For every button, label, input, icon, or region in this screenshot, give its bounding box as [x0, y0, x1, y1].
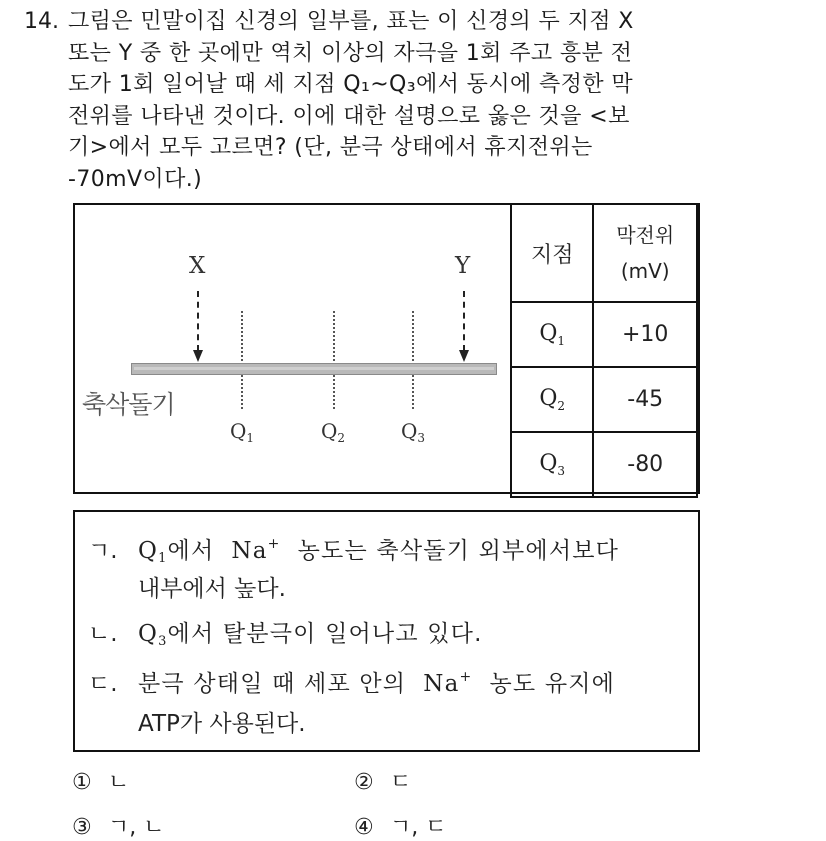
question-line: 도가 1회 일어날 때 세 지점 Q₁~Q₃에서 동시에 측정한 막: [68, 72, 634, 97]
axon-diagram: [75, 205, 511, 492]
probe-line-q1: [241, 311, 243, 409]
question-text: [68, 6, 768, 195]
question-line: 기>에서 모두 고르면? (단, 분극 상태에서 휴지전위는: [68, 135, 593, 160]
option-1[interactable]: ① ㄴ: [72, 770, 130, 795]
statement-a-line2: 내부에서 높다.: [138, 576, 286, 602]
stimulus-label-y: Y: [455, 253, 471, 279]
membrane-potential-table: [510, 203, 698, 498]
header-point: 지점: [511, 204, 593, 302]
stimulus-label-x: X: [189, 253, 206, 279]
option-3[interactable]: ③ ㄱ, ㄴ: [72, 815, 165, 840]
statements-box: [73, 510, 700, 752]
table-row: [511, 302, 697, 367]
probe-label-q3: $Q_3$: [401, 419, 426, 445]
probe-line-q2: [333, 311, 335, 409]
cell-point: $Q_2$: [511, 367, 593, 432]
question-line: -70mV이다.): [68, 166, 203, 192]
probe-line-q3: [412, 311, 414, 409]
stimulus-arrow-x: [197, 291, 199, 351]
axon-bar: [131, 363, 497, 375]
question-number: 14.: [24, 9, 59, 34]
option-4[interactable]: ④ ㄱ, ㄷ: [354, 815, 447, 840]
arrow-head-icon: [193, 350, 203, 362]
axon-label: 축삭돌기: [82, 390, 175, 419]
cell-point: $Q_1$: [511, 302, 593, 367]
cell-point: $Q_3$: [511, 432, 593, 497]
cell-value: -45: [593, 367, 697, 432]
option-2[interactable]: ② ㄷ: [354, 770, 412, 795]
arrow-head-icon: [459, 350, 469, 362]
header-potential: 막전위 (mV): [593, 204, 697, 302]
probe-label-q1: $Q_1$: [230, 419, 255, 445]
question-line: 또는 Y 중 한 곳에만 역치 이상의 자극을 1회 주고 흥분 전: [68, 40, 633, 66]
stimulus-arrow-y: [463, 291, 465, 351]
question-line: 그림은 민말이집 신경의 일부를, 표는 이 신경의 두 지점 X: [68, 9, 634, 34]
statement-c: ㄷ. 분극 상태일 때 세포 안의 Na+ 농도 유지에: [88, 669, 616, 697]
statement-c-line2: ATP가 사용된다.: [138, 711, 306, 737]
table-row: [511, 367, 697, 432]
cell-value: +10: [593, 302, 697, 367]
question-line: 전위를 나타낸 것이다. 이에 대한 설명으로 옳은 것을 <보: [68, 103, 630, 129]
statement-a: ㄱ. $Q_1$에서 Na+ 농도는 축삭돌기 외부에서보다: [88, 536, 620, 566]
figure-box: [73, 203, 700, 494]
table-row: [511, 432, 697, 497]
table-header-row: [511, 204, 697, 302]
statement-b: ㄴ. $Q_3$에서 탈분극이 일어나고 있다.: [88, 621, 483, 649]
probe-label-q2: $Q_2$: [321, 419, 346, 445]
cell-value: -80: [593, 432, 697, 497]
